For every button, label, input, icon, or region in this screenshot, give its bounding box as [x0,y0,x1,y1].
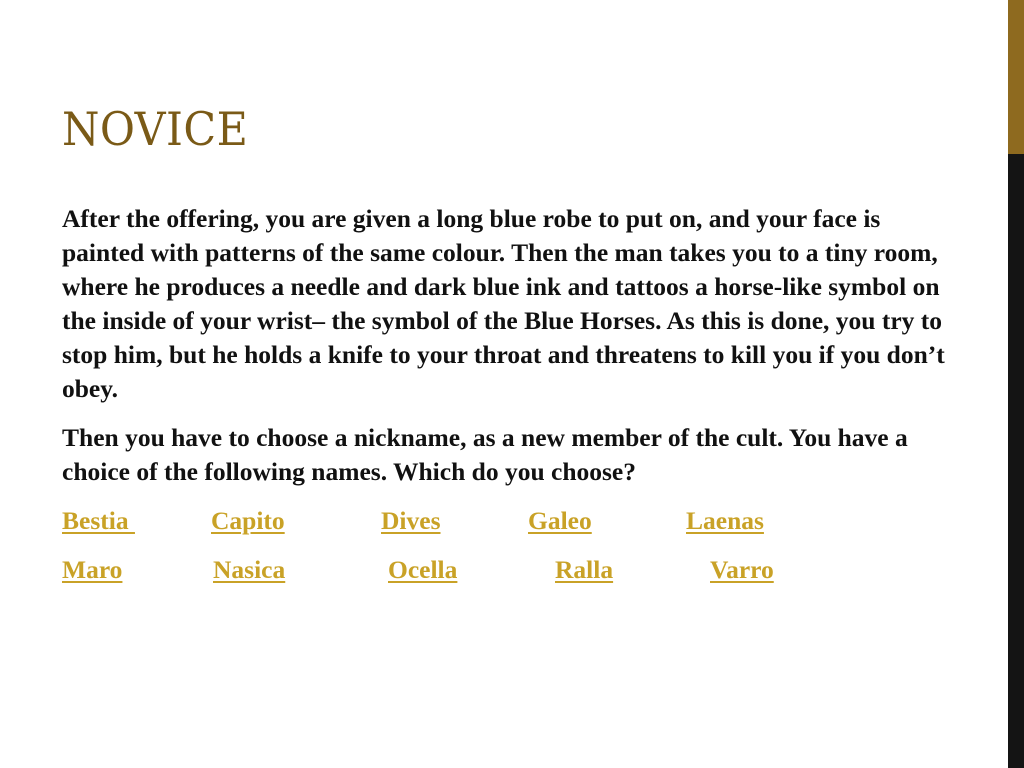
names-row-2 [62,553,962,587]
name-link-ralla[interactable]: Ralla [555,555,614,584]
name-link-ocella[interactable]: Ocella [388,555,458,584]
choice-prompt-paragraph: Then you have to choose a nickname, as a new member of the cult. You have a choice of the following names. Which do you choose? [62,423,908,486]
name-link-laenas[interactable]: Laenas [686,506,764,535]
name-link-maro[interactable]: Maro [62,555,123,584]
name-link-galeo[interactable]: Galeo [528,506,592,535]
name-link-nasica[interactable]: Nasica [213,555,286,584]
story-paragraph: After the offering, you are given a long blue robe to put on, and your face is painted with patterns of the same colour. Then the man takes you to a tiny room, where he produces a needle and dark blue ink and tattoos a horse-like symbol on the inside of your wrist– the symbol of the Blue Horses. As this is done, you try to stop him, but he holds a knife to your throat and threatens to kill you if you don’t obey. [62,204,945,403]
name-link-bestia[interactable]: Bestia [62,506,135,535]
name-link-capito[interactable]: Capito [211,506,285,535]
slide-title: NOVICE [62,102,249,156]
name-link-varro[interactable]: Varro [710,555,774,584]
accent-bar-top [1008,0,1024,154]
name-link-dives[interactable]: Dives [381,506,441,535]
accent-bar-bottom [1008,154,1024,768]
slide-body [62,202,962,602]
names-row-1 [62,504,962,538]
